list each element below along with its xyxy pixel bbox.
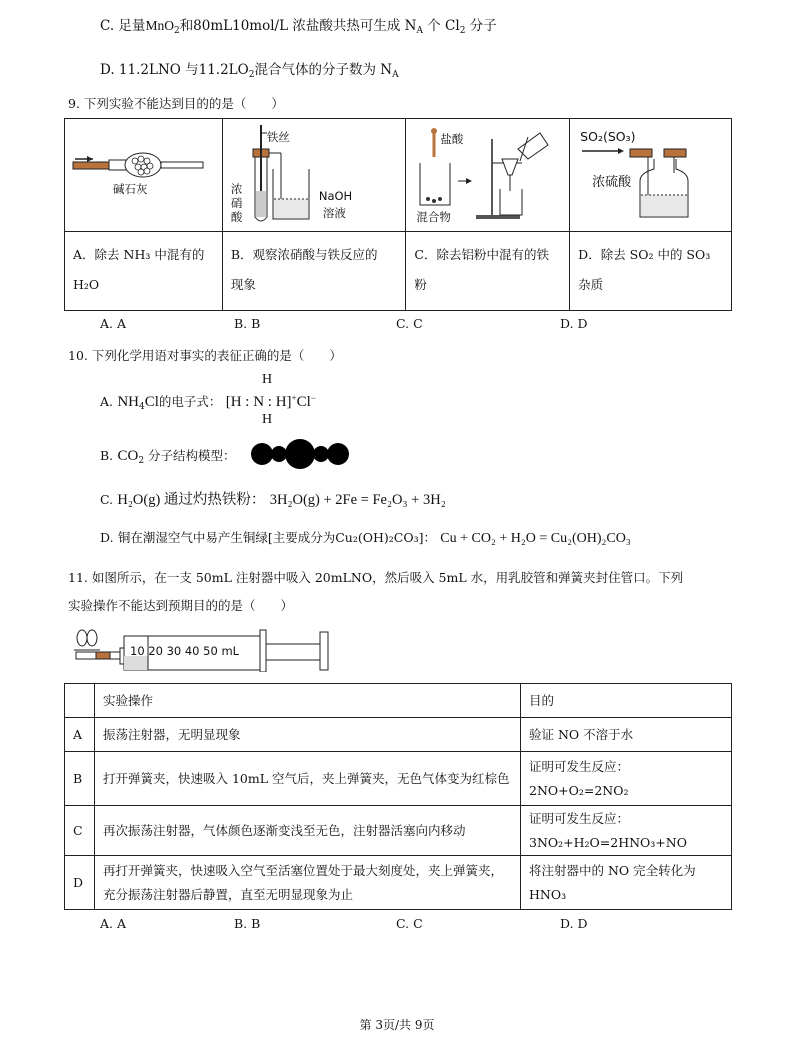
soda-lime-label: 碱石灰 — [113, 182, 148, 196]
q9-figure-c — [406, 119, 570, 232]
q11-answer-a: A. A — [100, 916, 127, 931]
q11-answer-d: D. D — [560, 916, 588, 931]
q9-answer-c: C. C — [396, 316, 423, 331]
q10-option-d: D. 铜在潮湿空气中易产生铜绿[主要成分为Cu₂(OH)₂CO₃]： Cu + CO₂ + H₂O = Cu₂(OH)₂CO₃ — [100, 530, 631, 546]
q8-option-c: C. 足量MnO$_2$和80mL10mol/L 浓盐酸共热可生成 $N_A$ 个 $Cl_2$ 分子 — [100, 18, 497, 36]
q9-cell-a: A．除去 NH₃ 中混有的 H₂O — [65, 232, 223, 311]
q9-cell-b: B．观察浓硝酸与铁反应的 现象 — [222, 232, 406, 311]
q10-stem: 10. 下列化学用语对事实的表征正确的是（ ） — [68, 348, 342, 363]
row-goal: 证明可发生反应：2NO+O₂=2NO₂ — [521, 752, 732, 806]
row-goal: 将注射器中的 NO 完全转化为 HNO₃ — [521, 856, 732, 910]
conc-sulfuric-label: 浓硫酸 — [592, 175, 632, 190]
header-blank — [65, 684, 95, 718]
row-goal: 证明可发生反应：3NO₂+H₂O=2HNO₃+NO — [521, 806, 732, 856]
table-row — [65, 856, 732, 910]
q9-answer-d: D. D — [560, 316, 588, 331]
q8-option-d: D. 11.2LNO 与$11.2LO_2$混合气体的分子数为 $N_A$ — [100, 62, 399, 80]
nitric-label: 硝 — [230, 196, 243, 210]
iron-wire-label: 铁丝 — [266, 130, 290, 144]
q9-figure-d — [570, 119, 732, 232]
q11-answer-b: B. B — [234, 916, 261, 931]
q9-figure-b — [222, 119, 406, 232]
q9-answer-b: B. B — [234, 316, 261, 331]
q10-option-a: A. $NH_4Cl$的电子式： [H : N : H]+Cl− — [100, 393, 316, 412]
row-operation: 打开弹簧夹，快速吸入 10mL 空气后，夹上弹簧夹，无色气体变为红棕色 — [95, 752, 521, 806]
q9-table — [64, 118, 732, 311]
row-key: D — [65, 856, 95, 910]
q9-figure-a — [65, 119, 223, 232]
table-row — [65, 806, 732, 856]
acid-label: 酸 — [230, 210, 243, 224]
row-operation: 再次振荡注射器，气体颜色逐渐变浅至无色，注射器活塞向内移动 — [95, 806, 521, 856]
naoh-label: NaOH — [318, 189, 353, 203]
table-row — [65, 752, 732, 806]
page-footer: 第 3页/共 9页 — [359, 1018, 435, 1032]
q10-option-b: B. $CO_2$ 分子结构模型： — [100, 448, 236, 466]
row-key: A — [65, 718, 95, 752]
table-header-row — [65, 684, 732, 718]
hcl-label: 盐酸 — [440, 132, 464, 146]
q11-answer-c: C. C — [396, 916, 423, 931]
ammonium-electron-structure: [H : N : H]+Cl− — [225, 393, 316, 410]
header-operation: 实验操作 — [95, 684, 521, 718]
syringe-scale: 10 20 30 40 50 mL — [130, 644, 240, 658]
q9-cell-d: D．除去 SO₂ 中的 SO₃ 杂质 — [570, 232, 732, 311]
q9-cell-c: C．除去铝粉中混有的铁 粉 — [406, 232, 570, 311]
row-operation: 再打开弹簧夹，快速吸入空气至活塞位置处于最大刻度处，夹上弹簧夹，充分振荡注射器后静置，直至无明显现象为止 — [95, 856, 521, 910]
row-operation: 振荡注射器，无明显现象 — [95, 718, 521, 752]
q9-answer-a: A. A — [100, 316, 127, 331]
q11-stem-line1: 11. 如图所示，在一支 50mL 注射器中吸入 20mLNO，然后吸入 5mL 水，用乳胶管和弹簧夹封住管口。下列 — [68, 570, 684, 585]
mixture-label: 混合物 — [416, 210, 451, 224]
q11-stem-line2: 实验操作不能达到预期目的的是（ ） — [68, 598, 294, 613]
row-key: B — [65, 752, 95, 806]
row-goal: 验证 NO 不溶于水 — [521, 718, 732, 752]
top-hydrogen: H — [262, 372, 273, 387]
co2-molecule-model — [246, 438, 356, 470]
so2-so3-label: SO₂(SO₃) — [580, 129, 636, 144]
header-goal: 目的 — [521, 684, 732, 718]
bottom-hydrogen: H — [262, 412, 273, 427]
row-key: C — [65, 806, 95, 856]
iron-nitric-acid-diagram — [223, 119, 407, 231]
q10-option-c: C. H₂O(g) 通过灼热铁粉： 3H₂O(g) + 2Fe = Fe₂O₃ + 3H₂ — [100, 492, 446, 508]
q9-stem: 9. 下列实验不能达到目的的是（ ） — [68, 96, 284, 111]
solution-label: 溶液 — [322, 206, 346, 220]
q11-table — [64, 683, 732, 910]
drying-tube-diagram — [65, 119, 223, 231]
conc-label: 浓 — [230, 182, 243, 196]
table-row — [65, 718, 732, 752]
